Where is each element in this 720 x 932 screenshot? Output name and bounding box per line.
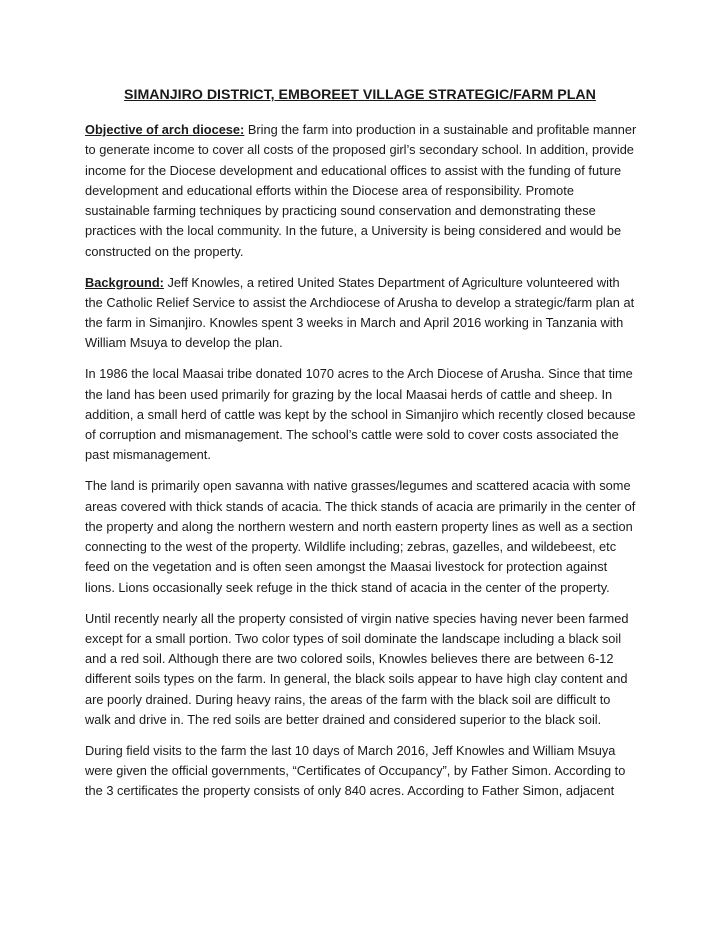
paragraph-history: In 1986 the local Maasai tribe donated 1070 acres to the Arch Diocese of Arusha. Since that time the land has been used primarily for grazing by the local Maasai herds of cattle and sheep. In addition, a small herd of cattle was kept by the school in Simanjiro which recently closed because of corruption and mismanagement. The school’s cattle were sold to cover costs associated the past mismanagement. <box>85 366 636 463</box>
paragraph-field-visits: During field visits to the farm the last 10 days of March 2016, Jeff Knowles and William Msuya were given the official governments, “Certificates of Occupancy”, by Father Simon. According to the 3 certificates the property consists of only 840 acres. According to Father Simon, adjacent <box>85 742 626 799</box>
paragraph-background <box>85 273 637 354</box>
paragraph-land-description: The land is primarily open savanna with native grasses/legumes and scattered acacia with some areas covered with thick stands of acacia. The thick stands of acacia are primarily in the center of the property and along the northern western and north eastern property lines as well as a section connecting to the west of the property. Wildlife including; zebras, gazelles, and wildebeest, etc feed on the vegetation and is often seen amongst the Maasai livestock for protection against lions. Lions occasionally seek refuge in the thick stand of acacia in the center of the property. <box>85 478 636 595</box>
objective-text: Bring the farm into production in a sustainable and profitable manner to generate income to cover all costs of the proposed girl’s secondary school. In addition, provide income for the Diocese development and educational offices to assist with the funding of future development and educational efforts within the Diocese area of responsibility. Promote sustainable farming techniques by practicing sound conservation and demonstrating these practices with the local community. In the future, a University is being considered and would be constructed on the property. <box>85 122 637 259</box>
background-text: Jeff Knowles, a retired United States Department of Agriculture volunteered with the Catholic Relief Service to assist the Archdiocese of Arusha to develop a strategic/farm plan at the farm in Simanjiro. Knowles spent 3 weeks in March and April 2016 working in Tanzania with William Msuya to develop the plan. <box>85 274 635 351</box>
paragraph-objective <box>85 120 637 262</box>
document-body <box>85 120 637 812</box>
objective-label: Objective of arch diocese: <box>85 122 245 137</box>
document-title: SIMANJIRO DISTRICT, EMBOREET VILLAGE STRATEGIC/FARM PLAN <box>124 87 596 103</box>
background-label: Background: <box>85 274 164 290</box>
paragraph-soils: Until recently nearly all the property consisted of virgin native species having never been farmed except for a small portion. Two color types of soil dominate the landscape including a black soil and a red soil. Although there are two colored soils, Knowles believes there are between 6-12 different soils types on the farm. In general, the black soils appear to have high clay content and are poorly drained. During heavy rains, the areas of the farm with the black soil are difficult to walk and drive in. The red soils are better drained and considered superior to the black soil. <box>85 610 629 728</box>
